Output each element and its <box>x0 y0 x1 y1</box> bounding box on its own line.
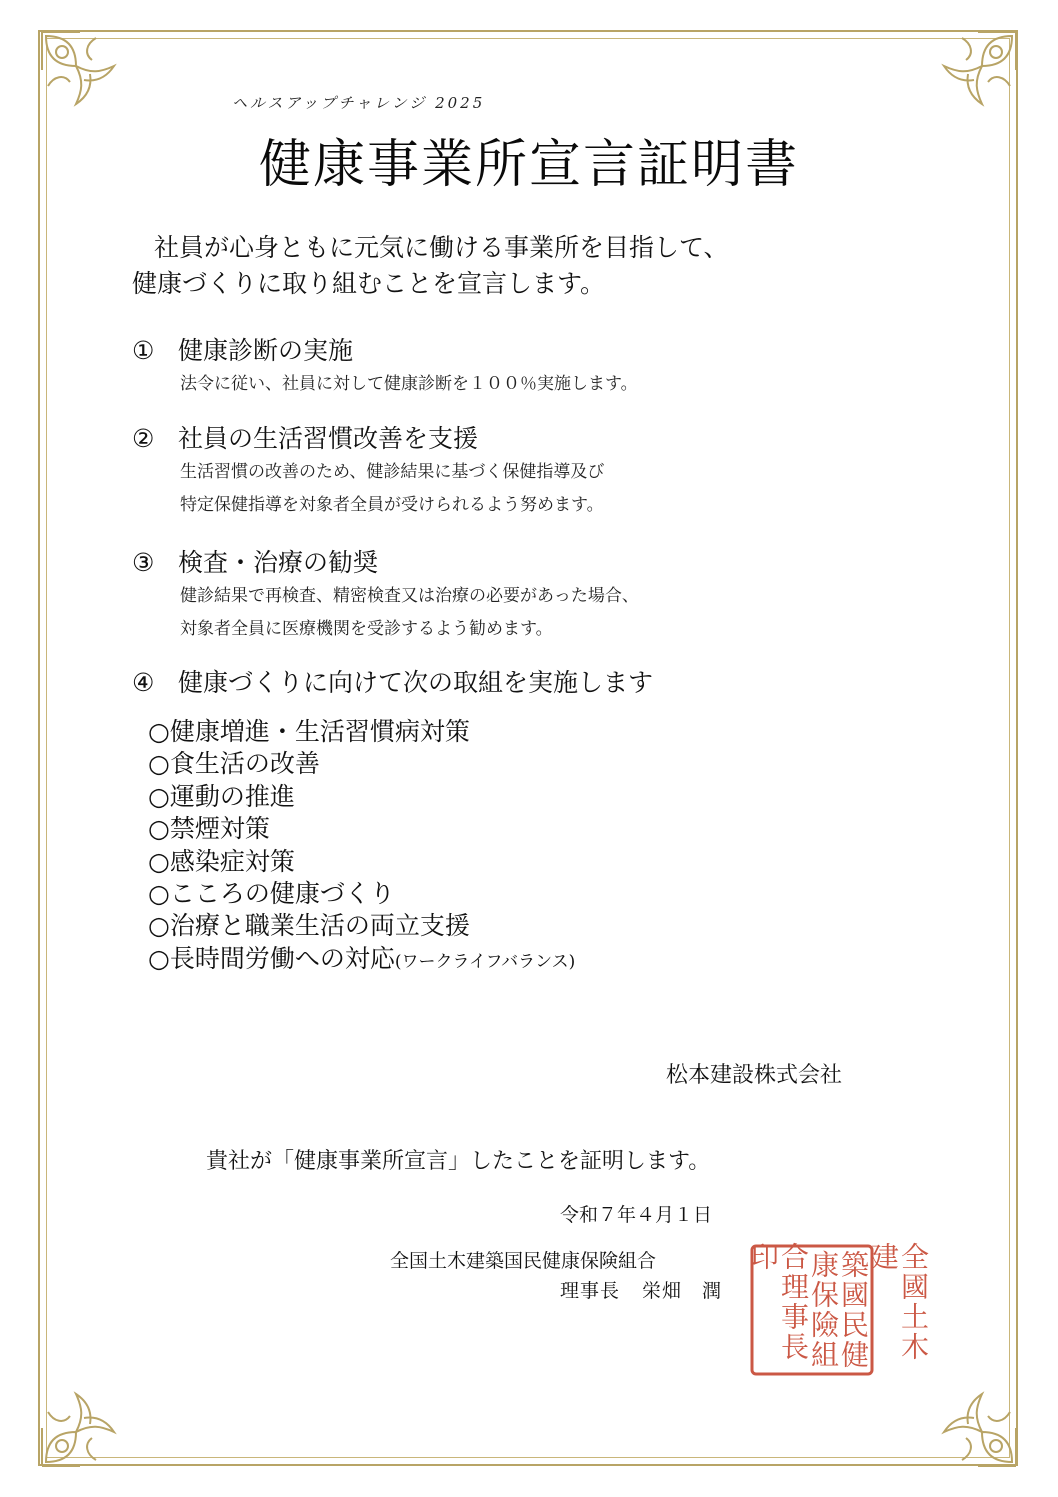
company-name: 松本建設株式会社 <box>666 1063 843 1088</box>
declaration-intro <box>132 230 932 302</box>
list-item: ○運動の推進 <box>148 781 295 811</box>
seal-characters <box>747 1242 930 1378</box>
corner-ornament-bottom-left <box>36 1376 132 1472</box>
list-item: ○健康増進・生活習慣病対策 <box>148 717 470 746</box>
section-health-initiatives <box>132 666 932 700</box>
list-item: ○禁煙対策 <box>148 814 270 844</box>
seal-column: 康保險組 <box>807 1250 840 1370</box>
list-item: ○感染症対策 <box>148 846 295 876</box>
section-body-line: 健診結果で再検査、精密検査又は治療の必要があった場合、 <box>180 586 639 606</box>
section-title: 検査・治療の勧奨 <box>178 548 379 577</box>
list-item: ○食生活の改善 <box>148 749 320 779</box>
section-health-checkup <box>132 334 932 401</box>
section-title: 健康診断の実施 <box>178 336 354 365</box>
list-item-with-note <box>148 943 848 978</box>
list-item-text: ○長時間労働への対応 <box>148 943 395 973</box>
initiative-list <box>148 716 848 978</box>
seal-column: 合理事長印 <box>747 1242 810 1362</box>
chair-title: 理事長 <box>560 1280 621 1302</box>
seal-column: 全國土木建 <box>867 1242 930 1362</box>
list-item-note: (ワークライフバランス) <box>394 951 576 972</box>
corner-ornament-top-left <box>36 26 132 122</box>
intro-line-1: 社員が心身ともに元気に働ける事業所を目指して、 <box>154 233 729 262</box>
certificate-title: 健康事業所宣言証明書 <box>258 135 799 195</box>
issue-date: 令和７年４月１日 <box>560 1204 713 1226</box>
official-seal-stamp <box>747 1242 930 1378</box>
section-examination-recommendation <box>132 546 932 646</box>
list-item: ○こころの健康づくり <box>148 879 395 909</box>
section-lifestyle-support <box>132 422 932 522</box>
corner-ornament-top-right <box>926 26 1022 122</box>
section-number: ④ <box>132 668 155 697</box>
intro-line-2: 健康づくりに取り組むことを宣言します。 <box>132 269 606 298</box>
section-body-line: 対象者全員に医療機関を受診するよう勧めます。 <box>180 619 553 639</box>
section-body-line: 特定保健指導を対象者全員が受けられるよう努めます。 <box>180 495 604 515</box>
corner-ornament-bottom-right <box>926 1376 1022 1472</box>
issuing-organization: 全国土木建築国民健康保険組合 <box>390 1250 657 1272</box>
section-heading <box>132 422 932 456</box>
section-body-line: 生活習慣の改善のため、健診結果に基づく保健指導及び <box>180 462 605 482</box>
section-title: 社員の生活習慣改善を支援 <box>178 424 479 453</box>
section-heading <box>132 666 932 700</box>
section-title: 健康づくりに向けて次の取組を実施します <box>178 668 654 697</box>
section-heading <box>132 334 932 368</box>
chairperson-line <box>560 1276 722 1303</box>
section-heading <box>132 546 932 580</box>
certification-statement: 貴社が「健康事業所宣言」したことを証明します。 <box>206 1149 711 1174</box>
list-item: ○治療と職業生活の両立支援 <box>148 911 470 941</box>
section-body-line: 法令に従い、社員に対して健康診断を１００％実施します。 <box>180 374 638 394</box>
section-number: ③ <box>132 548 155 577</box>
seal-column: 築國民健 <box>837 1250 870 1370</box>
section-number: ① <box>132 336 155 365</box>
program-subtitle: ヘルスアップチャレンジ 2025 <box>232 94 486 112</box>
section-number: ② <box>132 424 155 453</box>
chair-name: 栄畑 潤 <box>642 1280 723 1302</box>
